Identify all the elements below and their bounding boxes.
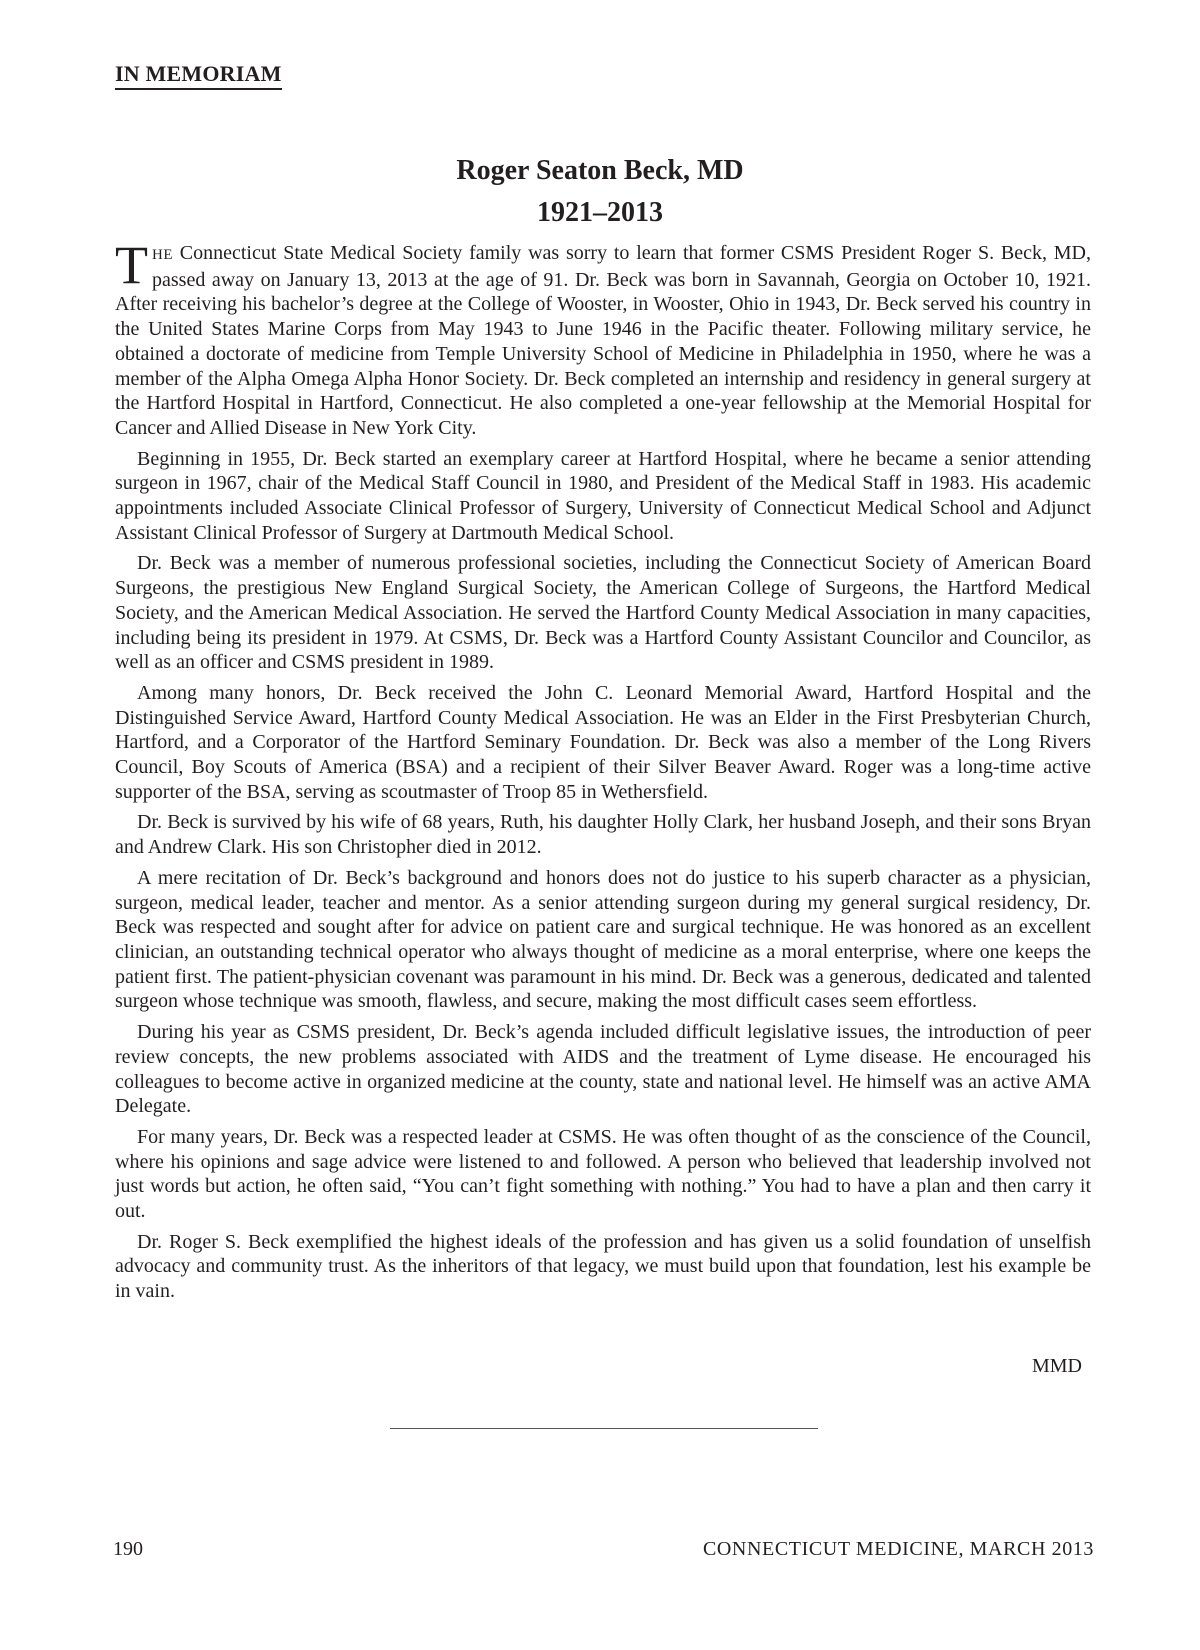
paragraph-8: For many years, Dr. Beck was a respected leader at CSMS. He was often thought of as the conscience of the Council, where his opinions and sage advice were listened to and followed. A person who believed that leadership involved not just words but action, he often said, “You can’t fight something with nothing.” You had to have a plan and then carry it out. [115,1125,1091,1223]
paragraph-1 [115,235,1091,441]
obituary-name: Roger Seaton Beck, MD [456,155,744,186]
paragraph-2: Beginning in 1955, Dr. Beck started an exemplary career at Hartford Hospital, where he became a senior attending surgeon in 1967, chair of the Medical Staff Council in 1980, and President of the Medical Staff in 1983. His academic appointments included Associate Clinical Professor of Surgery, University of Connecticut Medical School and Adjunct Assistant Clinical Professor of Surgery at Dartmouth Medical School. [115,447,1091,544]
journal-footer: CONNECTICUT MEDICINE, MARCH 2013 [702,1538,1094,1560]
paragraph-4: Among many honors, Dr. Beck received the John C. Leonard Memorial Award, Hartford Hospital and the Distinguished Service Award, Hartford County Medical Association. He was an Elder in the First Presbyterian Church, Hartford, and a Corporator of the Hartford Seminary Foundation. Dr. Beck was also a member of the Long Rivers Council, Boy Scouts of America (BSA) and a recipient of their Silver Beaver Award. Roger was a long-time active supporter of the BSA, serving as scoutmaster of Troop 85 in Wethersfield. [115,681,1091,803]
paragraph-9: Dr. Roger S. Beck exemplified the highest ideals of the profession and has given us a solid foundation of unselfish advocacy and community trust. As the inheritors of that legacy, we must build upon that foundation, lest his example be in vain. [115,1230,1091,1303]
paragraph-7: During his year as CSMS president, Dr. Beck’s agenda included difficult legislative issues, the introduction of peer review concepts, the new problems associated with AIDS and the treatment of Lyme disease. He encouraged his colleagues to become active in organized medicine at the county, state and national level. He himself was an active AMA Delegate. [115,1021,1091,1118]
paragraph-6: A mere recitation of Dr. Beck’s background and honors does not do justice to his superb character as a physician, surgeon, medical leader, teacher and mentor. As a senior attending surgeon during my general surgical residency, Dr. Beck was respected and sought after for advice on patient care and surgical technique. He was honored as an excellent clinician, an outstanding technical operator who always thought of medicine as a moral enterprise, where one keeps the patient first. The patient-physician covenant was paramount in his mind. Dr. Beck was a generous, dedicated and talented surgeon whose technique was smooth, flawless, and secure, making the most difficult cases seem effortless. [115,866,1091,1013]
obituary-years: 1921–2013 [537,197,663,228]
paragraph-1-smallcaps: HE [152,247,173,263]
divider [390,1428,818,1429]
obituary-title [0,150,1200,234]
page-number: 190 [113,1538,143,1560]
obituary-body [115,235,1091,1310]
author-initials: MMD [1031,1355,1082,1377]
section-label: IN MEMORIAM [115,60,282,90]
paragraph-5: Dr. Beck is survived by his wife of 68 years, Ruth, his daughter Holly Clark, her husband Joseph, and their sons Bryan and Andrew Clark. His son Christopher died in 2012. [115,811,1091,859]
drop-cap: T [115,235,148,295]
paragraph-3: Dr. Beck was a member of numerous professional societies, including the Connecticut Society of American Board Surgeons, the prestigious New England Surgical Society, the American College of Surgeons, the Hartford Medical Society, and the American Medical Association. He served the Hartford County Medical Association in many capacities, including being its president in 1979. At CSMS, Dr. Beck was a Hartford County Assistant Councilor and Councilor, as well as an officer and CSMS president in 1989. [115,552,1091,674]
paragraph-1-text: Connecticut State Medical Society family was sorry to learn that former CSMS President Roger S. Beck, MD, passed away on January 13, 2013 at the age of 91. Dr. Beck was born in Savannah, Georgia on October 10, 1921. After receiving his bachelor’s degree at the College of Wooster, in Wooster, Ohio in 1943, Dr. Beck served his country in the United States Marine Corps from May 1943 to June 1946 in the Pacific theater. Following military service, he obtained a doctorate of medicine from Temple University School of Medicine in Philadelphia in 1950, where he was a member of the Alpha Omega Alpha Honor Society. Dr. Beck completed an internship and residency in general surgery at the Hartford Hospital in Hartford, Connecticut. He also completed a one-year fellowship at the Memorial Hospital for Cancer and Allied Disease in New York City. [115,242,1091,439]
